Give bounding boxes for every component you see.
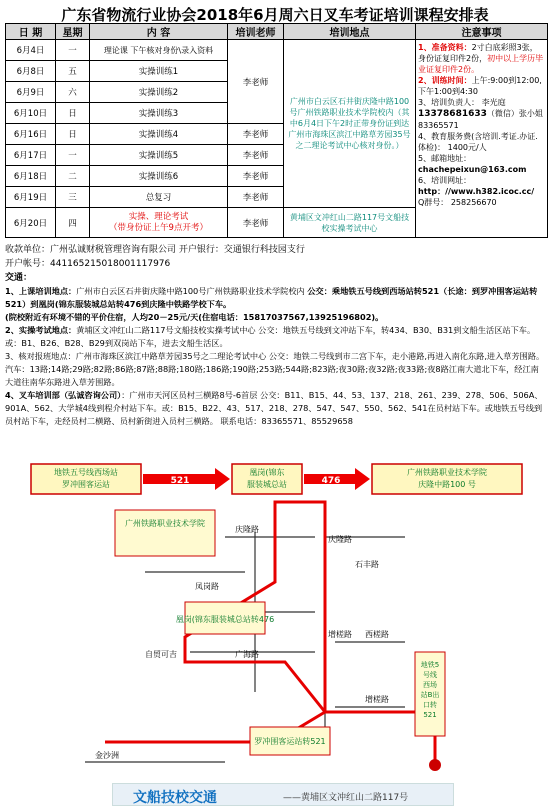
transport-item-1 [5, 285, 545, 324]
row-date: 6月4日 [6, 40, 56, 61]
schedule-table [5, 23, 548, 238]
bottom-title: 文船技校交通 [133, 790, 217, 806]
note2-text: 上午:9:00到12:00,下午1:00到4:30 [418, 76, 542, 96]
note6-qq: Q群号： 258256670 [418, 198, 497, 207]
row-date: 6月18日 [6, 166, 56, 187]
road-label-shijing: 石丰路 [355, 560, 379, 569]
row-date: 6月20日 [6, 208, 56, 238]
row-teacher: 李老师 [228, 145, 284, 166]
luochong-box-label: 罗冲围客运站转521 [254, 737, 326, 746]
note3-text: 3、培训负责人： 李光庭 [418, 98, 506, 107]
row-date: 6月17日 [6, 145, 56, 166]
header-weekday: 星期 [56, 24, 90, 40]
row-weekday: 日 [56, 103, 90, 124]
header-location: 培训地点 [284, 24, 416, 40]
merged-location: 广州市白云区石井街庆隆中路100号广州铁路职业技术学院校内（其中6月4日下午2时正带身份证到达广州市海珠区滨江中路草芳园35号之二理论考试中心核对身份。） [284, 40, 416, 208]
notes-cell [416, 40, 548, 238]
bottom-subtitle: ——黄埔区文冲红山二路117号 [283, 793, 409, 803]
road-label-qinglong-v: 庆隆路 [328, 535, 352, 544]
row-date: 6月10日 [6, 103, 56, 124]
fenggang-box-label: 凰岗(锦东服装城总站转476 [175, 615, 275, 624]
transport-item-3: 3、核对报班地点：广州市海珠区滨江中路草芳园35号之二理论考试中心 公交：地铁二号线到市二宫下车，走小港路,再进入南化东路,进入草芳围路。汽车：13路;14路;29路;82路;86路;87路;88路;180路;186路;190路;253路;544路;823路;夜30路;夜32路;夜33路;夜8路江南大道北下车，经江南大道往南华东路进入草芳围路。 [5, 351, 545, 387]
row-content: 实操训练2 [90, 82, 228, 103]
row-weekday: 一 [56, 145, 90, 166]
road-label-zengcha2: 增槎路 [365, 695, 389, 704]
row-content: 实操训练5 [90, 145, 228, 166]
row-content [90, 208, 228, 238]
route-521-label: 521 [170, 476, 190, 486]
row-weekday: 日 [56, 124, 90, 145]
p2-text: 黄埔区文冲红山二路117号文船技校实操考试中心 公交：地铁五号线到文冲站下车，转434、B30、B31到文船生活区站下车。或：B1、B26、B28、B29到双岗站下车，进去文船生活区。 [5, 325, 536, 348]
exam-line1: 实操、理论考试 [128, 211, 189, 222]
transport-heading: 交通： [5, 273, 33, 283]
row-content: 实操训练1 [90, 61, 228, 82]
school-box-label: 广州铁路职业技术学院 [125, 519, 205, 528]
row-teacher: 李老师 [228, 124, 284, 145]
exam-line2: （带身份证上午9点开考） [109, 222, 208, 233]
route-box-fenggang-text: 凰岗(锦东服装城总站 [247, 468, 287, 489]
note2-label: 2、训练时间： [418, 76, 472, 85]
row-date: 6月16日 [6, 124, 56, 145]
route-map [25, 462, 525, 776]
row-teacher: 李老师 [228, 187, 284, 208]
transport-item-2 [5, 324, 545, 350]
row-teacher: 李老师 [228, 166, 284, 187]
table-header-row [6, 24, 548, 40]
metro-box-label: 地铁5 号线西场站B出口转 521 [420, 661, 440, 719]
note3-phone: 13378681633 [418, 109, 487, 119]
bottom-banner [112, 783, 454, 806]
row-weekday: 五 [56, 61, 90, 82]
route-476-label: 476 [321, 476, 341, 486]
route-map-svg [25, 462, 525, 776]
row-content: 实操训练3 [90, 103, 228, 124]
p4-head: 4、叉车培训部（弘诚咨询公司） [5, 390, 122, 400]
note3-wx: （微信）张小姐83365571 [418, 109, 543, 130]
header-teacher: 培训老师 [228, 24, 284, 40]
road-label-zengcha: 增槎路 [328, 630, 352, 639]
road-label-zhiguo: 自贸可吉 [145, 650, 177, 659]
road-label-qinglong: 庆隆路 [235, 525, 259, 534]
row-date: 6月9日 [6, 82, 56, 103]
row-weekday: 六 [56, 82, 90, 103]
header-notes: 注意事项 [416, 24, 548, 40]
account-line: 开户帐号：441165215018001117976 [5, 259, 171, 269]
note5-email[interactable]: chachepeixun@163.com [418, 165, 527, 174]
row-teacher: 李老师 [228, 208, 284, 238]
page-title: 广东省物流行业协会2018年6月周六日叉车考证培训课程安排表 [61, 6, 489, 24]
p1-tail: (院校附近有环境不错的平价住宿，人均20－25元/天(住宿电话：15817037567,13925196802)。 [5, 312, 384, 322]
table-row [6, 40, 548, 61]
row-weekday: 三 [56, 187, 90, 208]
transport-item-4 [5, 389, 545, 428]
road-label-fenggang: 凤岗路 [195, 582, 219, 591]
row-content: 实操训练4 [90, 124, 228, 145]
header-content: 内 容 [90, 24, 228, 40]
p1-head: 1、上课培训地点： [5, 286, 77, 296]
payee-line: 收款单位：广州弘诚财税管理咨询有限公司 开户银行：交通银行科技园支行 [5, 245, 305, 255]
note4-text: 4、教育服务费(含培训.考证.办证.体检)： 1400元/人 [418, 132, 538, 152]
p2-head: 2、实操考试地点： [5, 325, 77, 335]
route-box-start-text: 地铁五号线西场站罗冲围客运站 [54, 468, 118, 489]
row-weekday: 四 [56, 208, 90, 238]
row-weekday: 二 [56, 166, 90, 187]
note1-label: 1、准备资料： [418, 43, 472, 52]
row-location: 黄埔区文冲红山二路117号文船技校实操考试中心 [284, 208, 416, 238]
location-pin-icon [429, 759, 441, 771]
info-section [5, 243, 545, 428]
header-date: 日 期 [6, 24, 56, 40]
row-weekday: 一 [56, 40, 90, 61]
road-label-xisha: 西槎路 [365, 630, 389, 639]
p1-text: 广州市白云区石井街庆隆中路100号广州铁路职业技术学院校内 [76, 286, 305, 296]
route-box-school-text: 广州铁路职业技术学院庆隆中路100 号 [407, 468, 487, 489]
row-date: 6月8日 [6, 61, 56, 82]
row-content: 理论课 下午核对身份\录入资料 [90, 40, 228, 61]
note1-red: 初中以上学历毕业证复印件2份。 [418, 54, 544, 74]
school-box [115, 510, 215, 556]
note6-label: 6、培训网址： [418, 176, 472, 185]
row-content: 总复习 [90, 187, 228, 208]
note1-text: 2寸白底彩照3张，身份证复印件2份， [418, 43, 538, 63]
note5-label: 5、邮箱地址： [418, 154, 472, 163]
row-content: 实操训练6 [90, 166, 228, 187]
merged-teacher: 李老师 [228, 40, 284, 124]
note6-url[interactable]: http：//www.h382.icoc.cc/ [418, 187, 535, 196]
row-date: 6月19日 [6, 187, 56, 208]
road-label-guanghai: 广海路 [235, 650, 259, 659]
p1-bold: 公交：乘地铁五号线到西场站转521（长途：到罗冲围客运站转521）到凰岗(锦东服装城总站转476到庆隆中铁路学校下车。 [5, 286, 538, 309]
route-line [275, 502, 435, 762]
road-label-jinshazhou: 金沙洲 [95, 751, 119, 760]
p4-text: ：广州市天河区员村三横路8号-6首层 公交：B11、B15、44、53、137、218、261、239、278、506、506A、901A、562、大学城4线到程介村站下车。或：B15、B22、43、517、218、278、547、547、550、562、541在员村站下车。或地铁五号线到员村站下车，走经员村二横路、员村新街进入员村三横路。 联系电话：83365571、85529658 [5, 390, 543, 426]
